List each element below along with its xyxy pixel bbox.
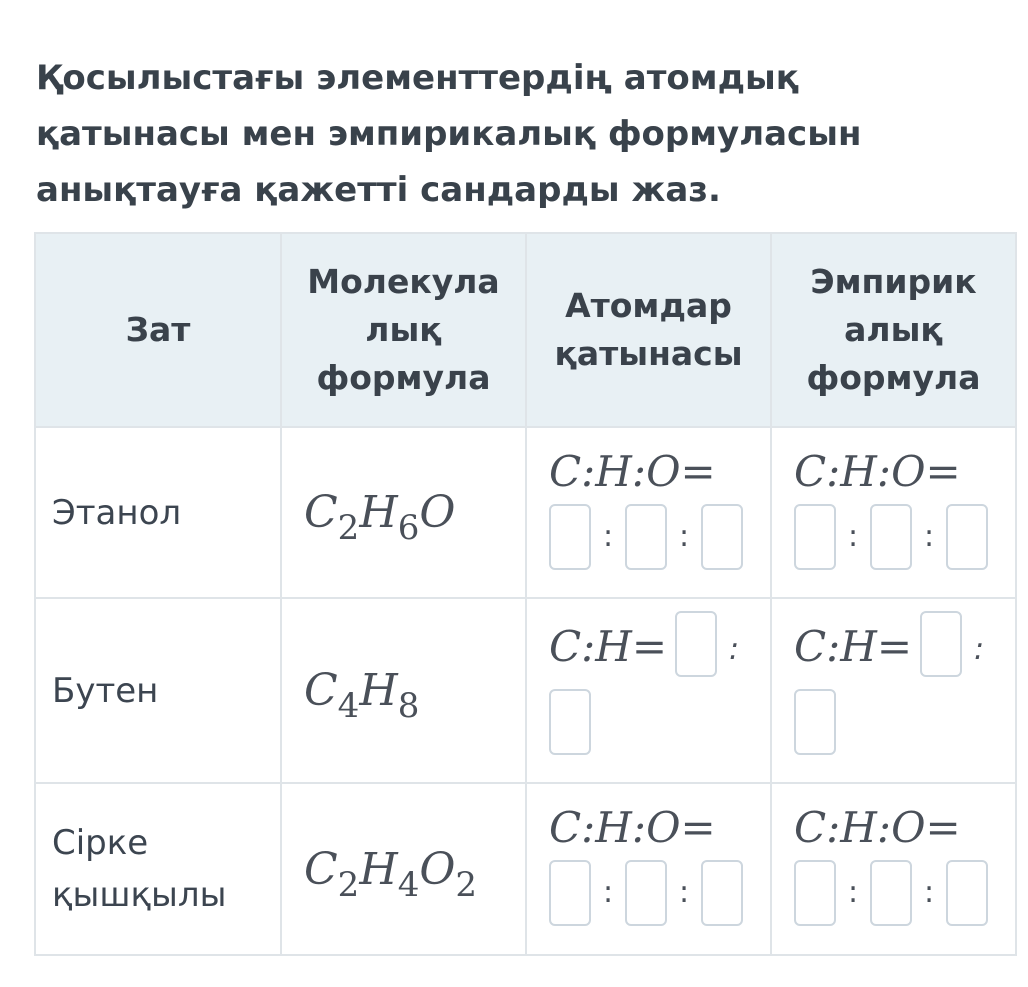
table-row-acetic-acid xyxy=(35,783,1016,955)
molecular-formula: $C_4H_8$ xyxy=(281,598,526,783)
header-substance: Зат xyxy=(35,233,281,427)
ratio-expression: C:H:O= xyxy=(549,803,716,852)
answer-input-h[interactable] xyxy=(794,689,836,755)
molecular-formula: $C_2H_6O$ xyxy=(281,427,526,598)
empirical-formula-cell: C:H= : xyxy=(771,598,1016,783)
header-atom-ratio: Атомдар қатынасы xyxy=(526,233,771,427)
table-row-butene xyxy=(35,598,1016,783)
answer-input-c[interactable] xyxy=(549,504,591,570)
answer-input-c[interactable] xyxy=(675,611,717,677)
ratio-expression: C:H= xyxy=(549,622,668,671)
title-line-1: Қосылыстағы элементтердің атомдық xyxy=(36,58,799,98)
header-molecular-formula: Молекула лық формула xyxy=(281,233,526,427)
substance-name: Этанол xyxy=(35,427,281,598)
answer-input-h[interactable] xyxy=(625,860,667,926)
substance-name: Бутен xyxy=(35,598,281,783)
header-empirical-formula: Эмпирик алық формула xyxy=(771,233,1016,427)
atom-ratio-cell: C:H:O= : : xyxy=(526,783,771,955)
answer-input-c[interactable] xyxy=(920,611,962,677)
empirical-formula-cell: C:H:O= : : xyxy=(771,427,1016,598)
answer-input-h[interactable] xyxy=(549,689,591,755)
empirical-expression: C:H= xyxy=(794,622,913,671)
answer-input-c[interactable] xyxy=(794,860,836,926)
answer-input-c[interactable] xyxy=(794,504,836,570)
empirical-expression: C:H:O= xyxy=(794,447,961,496)
title-line-2: қатынасы мен эмпирикалық формуласын xyxy=(36,114,862,154)
atom-ratio-cell: C:H:O= : : xyxy=(526,427,771,598)
header-row xyxy=(35,233,1016,427)
answer-input-c[interactable] xyxy=(549,860,591,926)
answer-input-o[interactable] xyxy=(701,504,743,570)
substance-name: Сірке қышқылы xyxy=(35,783,281,955)
answer-input-h[interactable] xyxy=(625,504,667,570)
table-row-ethanol xyxy=(35,427,1016,598)
atom-ratio-cell: C:H= : xyxy=(526,598,771,783)
empirical-formula-cell: C:H:O= : : xyxy=(771,783,1016,955)
task-title xyxy=(36,50,996,218)
answer-input-o[interactable] xyxy=(946,504,988,570)
answer-input-h[interactable] xyxy=(870,504,912,570)
ratio-expression: C:H:O= xyxy=(549,447,716,496)
molecular-formula: $C_2H_4O_2$ xyxy=(281,783,526,955)
empirical-expression: C:H:O= xyxy=(794,803,961,852)
chemistry-table xyxy=(34,232,1017,956)
answer-input-o[interactable] xyxy=(946,860,988,926)
answer-input-h[interactable] xyxy=(870,860,912,926)
title-line-3: анықтауға қажетті сандарды жаз. xyxy=(36,170,721,210)
answer-input-o[interactable] xyxy=(701,860,743,926)
